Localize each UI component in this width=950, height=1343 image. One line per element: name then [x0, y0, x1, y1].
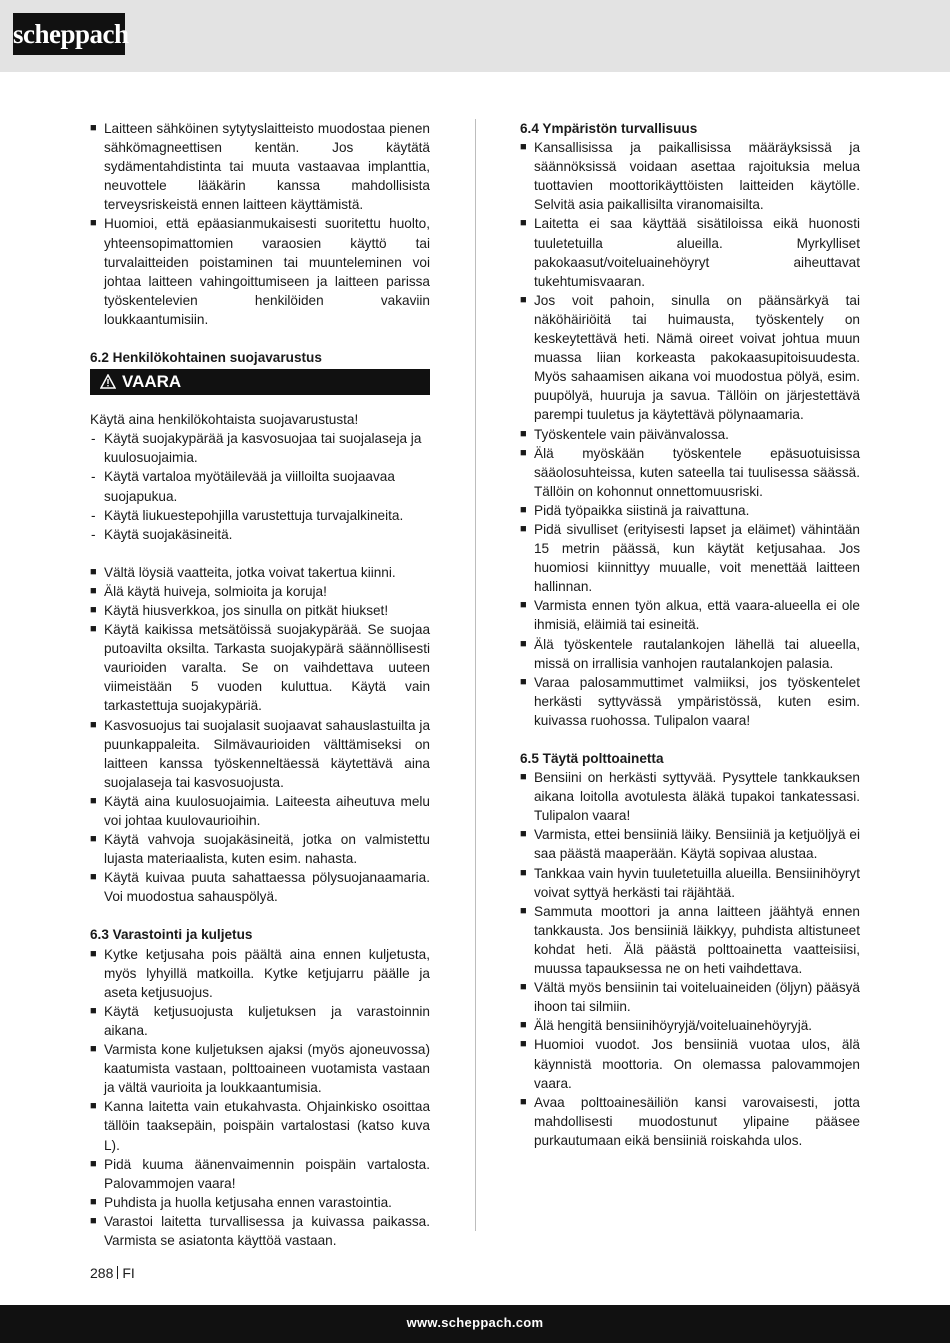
list-item: ■ Käytä kuivaa puuta sahattaessa pölysuojanaamaria. Voi muodostua sahauspölyä. [90, 868, 430, 906]
footer-bar [0, 1305, 950, 1343]
danger-banner [90, 369, 430, 395]
list-item: ■ Älä työskentele rautalankojen lähellä tai alueella, missä on irrallisia vanhojen rautalankojen palasia. [520, 635, 860, 673]
page-number [90, 1265, 135, 1281]
list-item: ■ Käytä hiusverkkoa, jos sinulla on pitkät hiukset! [90, 601, 430, 620]
list-item: ■ Käytä vahvoja suojakäsineitä, jotka on valmistettu lujasta materiaalista, kuten esim. nahasta. [90, 830, 430, 868]
list-item: ■ Varaa palosammuttimet valmiiksi, jos työskentelet herkästi syttyvässä ympäristössä, kuten esim. kuivassa ruohossa. Tulipalon vaara! [520, 673, 860, 730]
list-item: ■ Kansallisissa ja paikallisissa määräyksissä ja säännöksissä voidaan asettaa rajoituksia melua tuottavien moottorikäyttöisten laitteiden käytölle. Selvitä asia paikallisilta viranomaisilta. [520, 138, 860, 214]
warning-triangle-icon [100, 372, 122, 391]
list-item: ■ Sammuta moottori ja anna laitteen jäähtyä ennen tankkausta. Jos bensiiniä läikkyy, puhdista altistuneet kohdat heti. Älä päästä polttoainetta vaatteisiisi, muussa tapauksessa ne on heti vaihdettava. [520, 902, 860, 978]
list-item: ■ Puhdista ja huolla ketjusaha ennen varastointia. [90, 1193, 430, 1212]
list-item: ■ Varastoi laitetta turvallisessa ja kuivassa paikassa. Varmista se asiatonta käyttöä vastaan. [90, 1212, 430, 1250]
section-heading-6-3: 6.3 Varastointi ja kuljetus [90, 927, 253, 943]
list-item: ■ Huomioi, että epäasianmukaisesti suoritettu huolto, yhteensopimattomien varaosien käyttö tai turvalaitteiden poistaminen tai muunteleminen voi johtaa laitteen vahingoittumiseen ja laitteen parissa työskentelevien henkilöiden vakaviin loukkaantumisiin. [90, 214, 430, 329]
column-divider [475, 119, 476, 1231]
website-link[interactable]: www.scheppach.com [406, 1315, 544, 1330]
dash-item: - Käytä suojakypärää ja kasvosuojaa tai suojalaseja ja kuulosuojaimia. [90, 429, 430, 467]
list-item: ■ Pidä työpaikka siistinä ja raivattuna. [520, 501, 860, 520]
list-item: ■ Pidä sivulliset (erityisesti lapset ja eläimet) vähintään 15 metrin päässä, kun käytät ketjusahaa. Jos huomiosi kiinnittyy muualle, voit menettää laitteen hallinnan. [520, 520, 860, 596]
left-column [90, 119, 430, 1250]
list-item: ■ Bensiini on herkästi syttyvää. Pysyttele tankkauksen aikana loitolla avotulesta äläkä tupakoi tankatessasi. Tulipalon vaara! [520, 768, 860, 825]
list-item: ■ Vältä myös bensiinin tai voiteluaineiden (öljyn) pääsyä ihoon tai silmiin. [520, 978, 860, 1016]
list-item: ■ Älä myöskään työskentele epäsuotuisissa sääolosuhteissa, kuten sateella tai tuulisessa säässä. Tällöin on kohonnut onnettomuusriski. [520, 444, 860, 501]
section-heading-6-4: 6.4 Ympäristön turvallisuus [520, 121, 698, 136]
section-heading-6-5: 6.5 Täytä polttoainetta [520, 751, 664, 766]
list-item: ■ Varmista ennen työn alkua, että vaara-alueella ei ole ihmisiä, eläimiä tai esineitä. [520, 596, 860, 634]
language-code: FI [122, 1265, 135, 1281]
list-item: ■ Laitteen sähköinen sytytyslaitteisto muodostaa pienen sähkömagneettisen kentän. Jos käytätä sydämentahdistinta tai muuta vastaavaa implanttia, neuvottele lääkärin kanssa mahdollisista terveysriskeistä ennen laitteen käyttämistä. [90, 119, 430, 214]
list-item: ■ Pidä kuuma äänenvaimennin poispäin vartalosta. Palovammojen vaara! [90, 1155, 430, 1193]
list-item: ■ Tankkaa vain hyvin tuuletetuilla alueilla. Bensiinihöyryt voivat syttyä herkästi tai räjähtää. [520, 864, 860, 902]
header-bar [0, 0, 950, 72]
list-item: ■ Vältä löysiä vaatteita, jotka voivat takertua kiinni. [90, 563, 430, 582]
right-column [520, 119, 860, 1150]
list-item: ■ Älä käytä huiveja, solmioita ja koruja! [90, 582, 430, 601]
list-item: ■ Varmista, ettei bensiiniä läiky. Bensiiniä ja ketjuöljyä ei saa päästä maaperään. Käytä sopivaa alustaa. [520, 825, 860, 863]
list-item: ■ Käytä kaikissa metsätöissä suojakypärää. Se suojaa putoavilta oksilta. Tarkasta suojakypärä säännöllisesti vaurioiden varalta. Se on vaihdettava uuteen viimeistään 5 vuoden kuluttua. Käytä vain tarkastettuja suojakypäriä. [90, 620, 430, 715]
page-number-separator [117, 1266, 118, 1279]
list-item: ■ Avaa polttoainesäiliön kansi varovaisesti, jotta mahdollisesti muodostunut ylipaine pääsee purkautumaan eikä bensiiniä roiskahda ulos. [520, 1093, 860, 1150]
list-item: ■ Kasvosuojus tai suojalasit suojaavat sahauslastuilta ja puunkappaleita. Silmävaurioiden välttämiseksi on laitteen kanssa työskenneltäessä käytettävä aina suojalaseja tai kasvosuojusta. [90, 716, 430, 792]
list-item: ■ Varmista kone kuljetuksen ajaksi (myös ajoneuvossa) kaatumista vastaan, polttoaineen vuotamista vastaan ja vältä vaurioita ja loukkaantumisia. [90, 1040, 430, 1097]
dash-item: - Käytä vartaloa myötäilevää ja viilloilta suojaavaa suojapukua. [90, 467, 430, 505]
protective-lead: Käytä aina henkilökohtaista suojavarustusta! [90, 412, 359, 428]
dash-item: - Käytä suojakäsineitä. [90, 525, 430, 544]
section-heading-6-2: 6.2 Henkilökohtainen suojavarustus [90, 350, 322, 366]
list-item: ■ Kanna laitetta vain etukahvasta. Ohjainkisko osoittaa tällöin taaksepäin, poispäin vartalostasi (katso kuva L). [90, 1097, 430, 1154]
list-item: ■ Laitetta ei saa käyttää sisätiloissa eikä huonosti tuuletetuilla alueilla. Myrkylliset pakokaasut/voiteluainehöyryt aiheuttavat tukehtumisvaaran. [520, 214, 860, 290]
list-item: ■ Työskentele vain päivänvalossa. [520, 425, 860, 444]
list-item: ■ Huomioi vuodot. Jos bensiiniä vuotaa ulos, älä käynnistä moottoria. On olemassa palovammojen vaara. [520, 1035, 860, 1092]
page-number-value: 288 [90, 1265, 114, 1281]
list-item: ■ Jos voit pahoin, sinulla on päänsärkyä tai näköhäiriöitä tai huimausta, työskentely on keskeytettävä heti. Nämä oireet voivat johtua muun muassa liian korkeasta pakokaasupitoisuudesta. Myös sahaamisen aikana voi muodostua pölyä, esim. puupölyä, huuruja ja savua. Tällöin on järjestettävä parempi tuuletus ja käytettävä pölynaamaria. [520, 291, 860, 425]
list-item: ■ Käytä aina kuulosuojaimia. Laiteesta aiheutuva melu voi johtaa kuulovaurioihin. [90, 792, 430, 830]
list-item: ■ Älä hengitä bensiinihöyryjä/voiteluainehöyryjä. [520, 1016, 860, 1035]
dash-item: - Käytä liukuestepohjilla varustettuja turvajalkineita. [90, 506, 430, 525]
brand-logo: scheppach [13, 13, 125, 55]
list-item: ■ Käytä ketjusuojusta kuljetuksen ja varastoinnin aikana. [90, 1002, 430, 1040]
danger-label: VAARA [122, 372, 182, 392]
list-item: ■ Kytke ketjusaha pois päältä aina ennen kuljetusta, myös lyhyillä matkoilla. Kytke ketjujarru päälle ja aseta ketjusuojus. [90, 945, 430, 1002]
